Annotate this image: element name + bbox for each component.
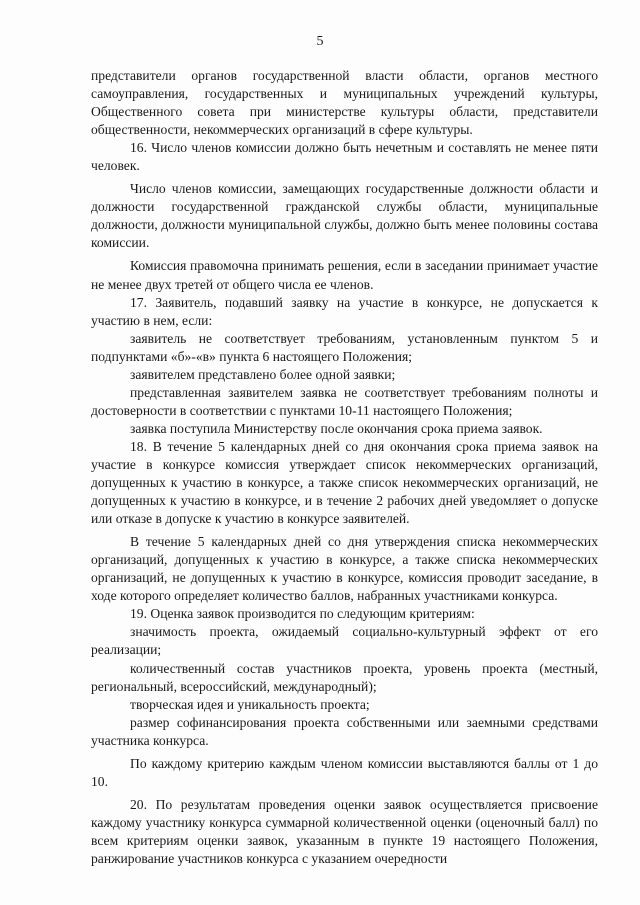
paragraph-19-scoring: По каждому критерию каждым членом комиссии выставляются баллы от 1 до 10. xyxy=(91,755,598,789)
paragraph-19: 19. Оценка заявок производится по следующим критериям: xyxy=(130,606,475,622)
paragraph-18: 18. В течение 5 календарных дней со дня окончания срока приема заявок на участие в конкурсе комиссия утверждает список некоммерческих организаций, допущенных к участию в конкурсе, а также список некоммерческих организаций, не допущенных к участию в конкурсе, и в течение 2 рабочих дней уведомляет о допуске или отказе в допуске к участию в конкурсе заявителей. xyxy=(91,438,598,527)
paragraph-20: 20. По результатам проведения оценки заявок осуществляется присвоение каждому участнику конкурса суммарной количественной оценки (оценочный балл) по всем критериям оценки заявок, указанным в пункте 19 настоящего Положения, ранжирование участников конкурса с указанием очередности xyxy=(91,796,598,866)
paragraph-19-criterion-1: значимость проекта, ожидаемый социально-культурный эффект от его реализации; xyxy=(91,624,598,658)
paragraph-19-criterion-4: размер софинансирования проекта собственными или заемными средствами участника конкурса. xyxy=(91,714,598,748)
paragraph-18-meeting: В течение 5 календарных дней со дня утверждения списка некоммерческих организаций, допущенных к участию в конкурсе, а также списка некоммерческих организаций, не допущенных к участию в конкурсе, комиссия проводит заседание, в ходе которого определяет количество баллов, набранных участниками конкурса. xyxy=(91,534,598,604)
paragraph-16-members: Число членов комиссии, замещающих государственные должности области и должности государственной гражданской службы области, муниципальные должности, должности муниципальной службы, должно быть менее половины состава комиссии. xyxy=(91,181,598,251)
paragraph-16: 16. Число членов комиссии должно быть нечетным и составлять не менее пяти человек. xyxy=(91,140,598,174)
paragraph-19-criterion-3: творческая идея и уникальность проекта; xyxy=(130,696,370,712)
paragraph-17-item-2: заявителем представлено более одной заявки; xyxy=(130,366,396,382)
paragraph-continuation: представители органов государственной власти области, органов местного самоуправления, государственных и муниципальных учреждений культуры, Общественного совета при министерстве культуры области, представители общественности, некоммерческих организаций в сфере культуры. xyxy=(91,68,598,138)
paragraph-19-criterion-2: количественный состав участников проекта, уровень проекта (местный, региональный, всероссийский, международный); xyxy=(91,660,598,694)
page-number: 5 xyxy=(316,34,324,49)
document-body xyxy=(91,67,598,868)
paragraph-17-item-3: представленная заявителем заявка не соответствует требованиям полноты и достоверности в соответствии с пунктами 10-11 настоящего Положения; xyxy=(91,384,598,418)
paragraph-16-quorum: Комиссия правомочна принимать решения, если в заседании принимает участие не менее двух третей от общего числа ее членов. xyxy=(91,258,598,292)
paragraph-17: 17. Заявитель, подавший заявку на участие в конкурсе, не допускается к участию в нем, если: xyxy=(91,294,598,328)
paragraph-17-item-4: заявка поступила Министерству после окончания срока приема заявок. xyxy=(130,420,543,436)
paragraph-17-item-1: заявитель не соответствует требованиям, установленным пунктом 5 и подпунктами «б»-«в» пункта 6 настоящего Положения; xyxy=(91,330,598,364)
